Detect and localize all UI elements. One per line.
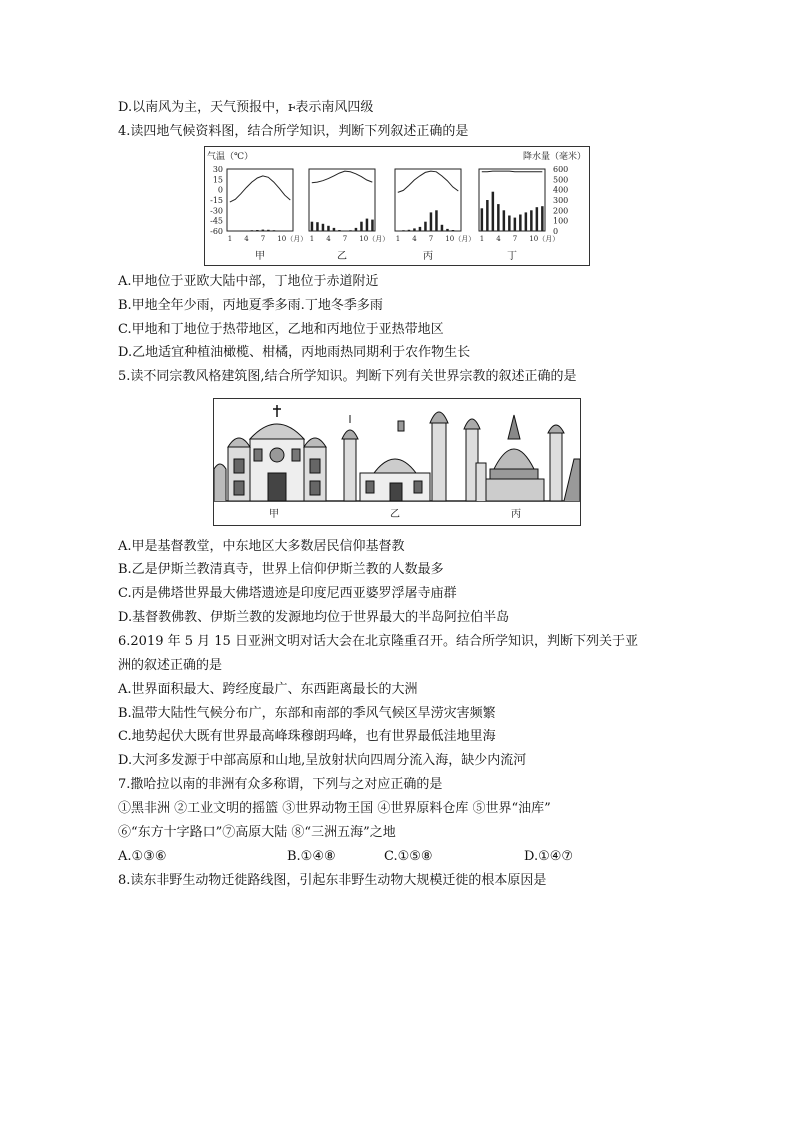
precipitation-bar [435,210,438,231]
precipitation-bar [402,230,405,231]
precipitation-tick: 0 [553,227,559,236]
precipitation-bar [541,206,544,231]
month-tick: 10（月） [529,235,560,243]
precipitation-bar [360,222,363,231]
temperature-tick: -45 [210,216,223,226]
precipitation-bar [492,192,495,231]
precipitation-bar [508,216,511,232]
precipitation-tick-labels [553,165,568,236]
month-tick: 10（月） [359,235,390,243]
q6-option-c: C.地势起伏大既有世界最高峰珠穆朗玛峰，也有世界最低洼地里海 [118,729,496,744]
climate-panels [227,169,559,262]
climate-panel [309,169,389,262]
precipitation-tick: 400 [553,185,569,195]
month-tick: 4 [412,235,417,243]
precipitation-bar [413,228,416,231]
precipitation-bar [536,207,539,231]
month-tick: 1 [479,235,485,243]
precipitation-bar [486,200,489,231]
precipitation-tick: 200 [553,206,569,216]
church-illustration [214,405,326,501]
q7-statements-line-1: ①黑非洲 ②工业文明的摇篮 ③世界动物王国 ④世界原料仓库 ⑤世界“油库” [118,801,551,816]
panel-frame [479,169,545,231]
climate-panel [395,169,475,262]
month-tick: 1 [227,235,233,243]
precipitation-bar [245,231,248,232]
precipitation-bar [262,230,265,231]
q4-option-c: C.甲地和丁地位于热带地区，乙地和丙地位于亚热带地区 [118,322,444,337]
panel-frame [227,169,293,231]
climate-charts-svg [205,147,589,265]
precipitation-bar [419,227,422,231]
question-7: 7.撒哈拉以南的非洲有众多称谓，下列与之对应正确的是 [118,777,443,792]
precipitation-bar [333,228,336,231]
climate-panel [479,169,559,262]
temperature-tick-labels [210,165,223,236]
precipitation-bar [430,212,433,231]
panel-name: 丙 [423,251,433,262]
temperature-line [398,171,459,192]
month-tick: 1 [309,235,315,243]
month-tick: 10（月） [277,235,308,243]
precipitation-bar [497,204,500,231]
question-6-line-2: 洲的叙述正确的是 [118,658,223,673]
temperature-line [312,171,373,183]
precipitation-bar [424,222,427,231]
precipitation-bar [525,212,528,231]
precipitation-bar [316,222,319,231]
temperature-tick: 0 [217,185,223,195]
month-tick: 7 [260,235,266,243]
month-tick: 4 [496,235,501,243]
precipitation-bar [514,218,517,231]
temperature-axis-label: 气温（℃） [207,152,254,162]
panel-frame [309,169,375,231]
precipitation-bar [441,225,444,231]
precipitation-bar [273,230,276,231]
q6-option-a: A.世界面积最大、跨经度最广、东西距离最长的大洲 [118,682,418,697]
temperature-line [230,176,290,202]
month-tick: 1 [395,235,401,243]
building-label-yi: 乙 [390,509,400,520]
q5-option-b: B.乙是伊斯兰教清真寺，世界上信仰伊斯兰教的人数最多 [118,562,444,577]
temperature-tick: 15 [212,175,223,185]
precipitation-bar [344,231,347,232]
month-tick: 7 [512,235,518,243]
precipitation-bar [457,231,460,232]
precipitation-tick: 600 [553,165,569,174]
q6-option-d: D.大河多发源于中部高原和山地,呈放射状向四周分流入海，缺少内流河 [118,753,527,768]
question-4: 4.读四地气候资料图，结合所学知识，判断下列叙述正确的是 [118,124,469,139]
temperature-tick: -15 [210,196,223,205]
month-tick: 7 [428,235,434,243]
q4-option-d: D.乙地适宜种植油橄榄、柑橘，丙地雨热同期利于农作物生长 [118,345,471,360]
precipitation-bar [251,230,254,231]
panel-frame [395,169,461,231]
q3-option-d: D.以南风为主，天气预报中，ⱶ表示南风四级 [118,100,374,115]
precipitation-bar [338,230,341,231]
precipitation-bar [481,208,484,231]
temperature-line [482,171,543,172]
month-tick: 10（月） [445,235,476,243]
mosque-illustration [342,412,480,501]
question-5: 5.读不同宗教风格建筑图,结合所学知识。判断下列有关世界宗教的叙述正确的是 [118,369,577,384]
precipitation-bar [366,219,369,231]
precipitation-bar [530,210,533,231]
temperature-tick: -30 [210,206,223,216]
q6-option-b: B.温带大陆性气候分布广，东部和南部的季风气候区旱涝灾害频繁 [118,706,496,721]
building-label-jia: 甲 [269,509,279,520]
precipitation-tick: 500 [553,175,569,185]
precipitation-bar [267,230,270,231]
q5-option-d: D.基督教佛教、伊斯兰教的发源地均位于世界最大的半岛阿拉伯半岛 [118,610,510,625]
precipitation-bar [349,230,352,231]
q7-option-c: C.①⑤⑧ [384,849,433,864]
precipitation-tick: 300 [553,196,569,205]
precipitation-bar [278,231,281,232]
precipitation-bar [327,226,330,231]
q7-option-d: D.①④⑦ [524,849,574,864]
precipitation-axis-label: 降水量（毫米） [523,152,587,162]
panel-name: 甲 [255,251,265,262]
precipitation-bar [452,230,455,231]
panel-name: 乙 [337,251,347,262]
q4-option-a: A.甲地位于亚欧大陆中部，丁地位于赤道附近 [118,274,379,289]
month-tick: 4 [244,235,249,243]
month-tick: 7 [342,235,348,243]
q5-option-a: A.甲是基督教堂，中东地区大多数居民信仰基督教 [118,539,405,554]
panel-name: 丁 [507,251,517,262]
precipitation-bar [311,222,314,231]
q7-option-b: B.①④⑧ [287,849,336,864]
temperature-tick: 30 [212,165,223,174]
question-6-line-1: 6.2019 年 5 月 15 日亚洲文明对话大会在北京隆重召开。结合所学知识，判断下列关于亚 [118,634,638,649]
precipitation-bar [503,210,506,231]
precipitation-bar [355,228,358,231]
precipitation-bar [322,224,325,231]
q7-statements-line-2: ⑥“东方十字路口”⑦高原大陆 ⑧“三洲五海”之地 [118,825,396,840]
precipitation-bar [446,229,449,231]
religious-buildings-figure [213,398,581,526]
month-tick: 4 [326,235,331,243]
climate-charts-figure [204,146,590,266]
q5-option-c: C.丙是佛塔世界最大佛塔遗迹是印度尼西亚婆罗浮屠寺庙群 [118,586,457,601]
precipitation-bar [408,230,411,231]
question-8: 8.读东非野生动物迁徙路线图，引起东非野生动物大规模迁徙的根本原因是 [118,873,547,888]
climate-panel [227,169,307,262]
building-label-bing: 丙 [511,509,521,520]
temperature-tick: -60 [210,227,223,236]
precipitation-tick: 100 [553,216,569,226]
precipitation-bar [397,231,400,232]
religious-buildings-svg [214,399,580,525]
precipitation-bar [371,220,374,231]
pagoda-illustration [476,415,580,501]
q4-option-b: B.甲地全年少雨，丙地夏季多雨.丁地冬季多雨 [118,298,383,313]
precipitation-bar [256,230,259,231]
precipitation-bar [519,215,522,232]
q7-option-a: A.①③⑥ [118,849,167,864]
